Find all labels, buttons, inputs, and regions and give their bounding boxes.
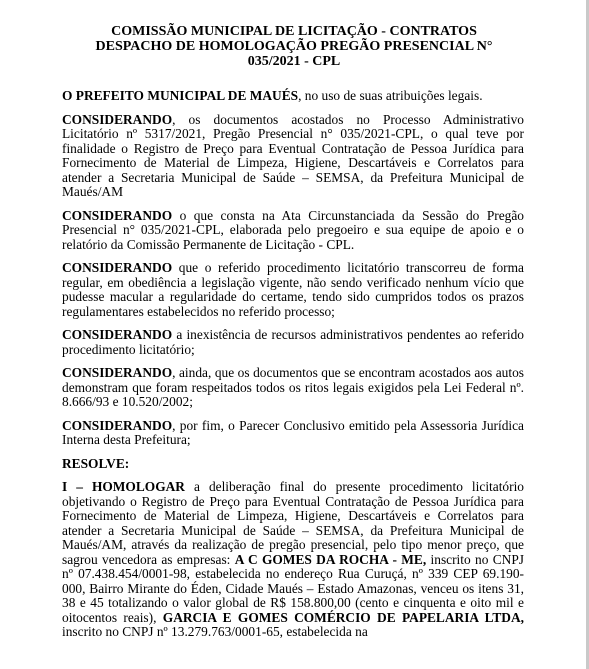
intro-paragraph xyxy=(62,89,524,104)
considerando-label: CONSIDERANDO xyxy=(62,260,173,275)
considerando-paragraph-1 xyxy=(62,113,524,200)
homologar-text-1: a deliberação final do presente procedimento licitatório objetivando o Registro de Preço para Eventual Contratação de Pessoa Jurídica para Fornecimento de Material de Limpeza, Higiene, Descartáveis e Correlatos para atender a Secretaria Municipal de Saúde – SEMSA, da Prefeitura Municipal de Maués/AM, através da realização de pregão presencial, pelo tipo menor preço, que sagrou vencedora as empresas: xyxy=(62,479,524,567)
considerando-paragraph-6 xyxy=(62,419,524,448)
homologar-text-3: inscrito no CNPJ nº 13.279.763/0001-65, estabelecida na xyxy=(62,624,368,639)
considerando-text: , ainda, que os documentos que se encontram acostados aos autos demonstram que foram respeitados todos os ritos legais exigidos pela Lei Federal nº. 8.666/93 e 10.520/2002; xyxy=(62,365,524,409)
considerando-label: CONSIDERANDO xyxy=(62,327,173,342)
homologar-label: I – HOMOLOGAR xyxy=(62,479,185,494)
considerando-paragraph-3 xyxy=(62,261,524,319)
considerando-text: o que consta na Ata Circunstanciada da Sessão do Pregão Presencial n° 035/2021-CPL, elaborada pelo pregoeiro e sua equipe de apoio e o relatório da Comissão Permanente de Licitação - CPL. xyxy=(62,207,524,252)
considerando-label: CONSIDERANDO xyxy=(62,365,173,380)
winner-company-2: GARCIA E GOMES COMÉRCIO DE PAPELARIA LTDA, xyxy=(162,609,524,625)
considerando-paragraph-2 xyxy=(62,209,524,253)
title-line-2: DESPACHO DE HOMOLOGAÇÃO PREGÃO PRESENCIAL N° xyxy=(95,39,493,54)
homologar-paragraph xyxy=(62,480,524,640)
winner-company-1: A C GOMES DA ROCHA - ME, xyxy=(234,551,427,567)
considerando-text: , por fim, o Parecer Conclusivo emitido pela Assessoria Jurídica Interna desta Prefeitura; xyxy=(62,417,524,447)
document-body xyxy=(62,89,524,649)
intro-bold: O PREFEITO MUNICIPAL DE MAUÉS xyxy=(62,88,299,103)
title-line-3: 035/2021 - CPL xyxy=(247,54,341,69)
considerando-text: , os documentos acostados no Processo Administrativo Licitatório nº 5317/2021, Pregão Presencial n° 035/2021-CPL, o qual teve por finalidade o Registro de Preço para Eventual Contratação de Pessoa Jurídica para Fornecimento de Material de Limpeza, Higiene, Descartáveis e Correlatos para atender a Secretaria Municipal de Saúde – SEMSA, da Prefeitura Municipal de Maués/AM xyxy=(62,111,524,199)
considerando-label: CONSIDERANDO xyxy=(62,207,173,223)
title-line-1: COMISSÃO MUNICIPAL DE LICITAÇÃO - CONTRATOS xyxy=(111,24,477,39)
considerando-paragraph-5 xyxy=(62,366,524,410)
considerando-text: que o referido procedimento licitatório transcorreu de forma regular, em obediência a legislação vigente, não sendo verificado nenhum vício que pudesse macular a regularidade do certame, tendo sido cumpridos todos os prazos regulamentares estabelecidos no referido processo; xyxy=(62,260,524,319)
considerando-text: a inexistência de recursos administrativos pendentes ao referido procedimento licitatório; xyxy=(62,327,524,357)
considerando-label: CONSIDERANDO xyxy=(62,417,173,433)
considerando-paragraph-4 xyxy=(62,328,524,357)
document-title xyxy=(60,24,528,69)
considerando-label: CONSIDERANDO xyxy=(62,111,173,127)
homologar-text-2: inscrito no CNPJ nº 07.438.454/0001-98, estabelecida no endereço Rua Curuçá, nº 339 CEP 69.190-000, Bairro Mirante do Éden, Cidade Maués – Estado Amazonas, venceu os itens 31, 38 e 45 totalizando o valor global de R$ 158.800,00 (cento e cinquenta e oito mil e oitocentos reais), xyxy=(62,551,524,625)
resolve-label: RESOLVE: xyxy=(62,455,130,471)
intro-text: , no uso de suas atribuições legais. xyxy=(298,88,483,103)
